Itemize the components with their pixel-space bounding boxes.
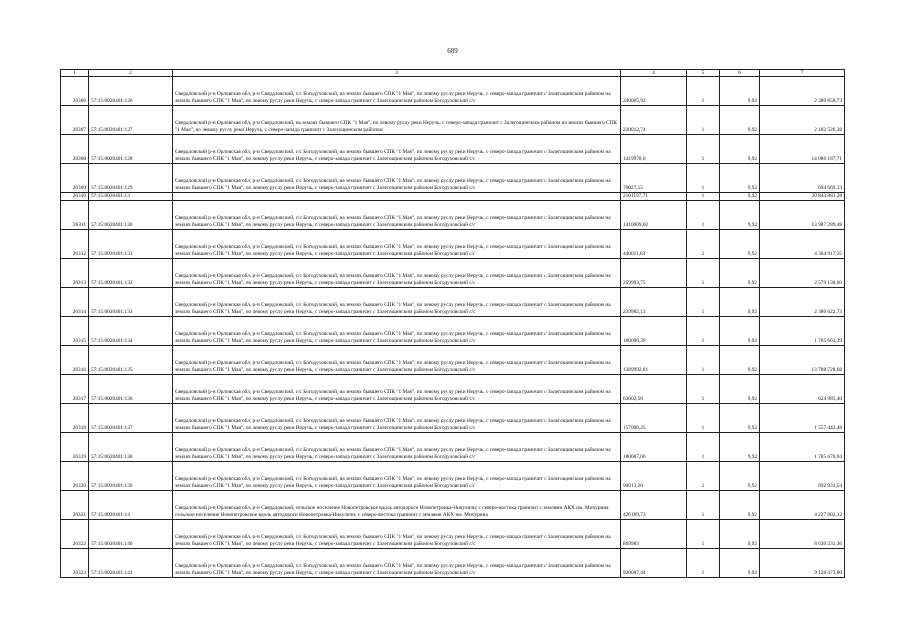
row-number-cell: 26315: [61, 317, 89, 346]
location-description-cell: Свердловский р-н Орловская обл, р-н Свердловский, с/с Богодуховский, на землях бывшего СПК "1 Мая", по левому руслу реки Неручь, с северо-запада граничит с Залегощинским районом на землях бывшего СПК "1 Мая", по левому руслу реки Неручь, с северо-запада граничит с Залегощинским районом Богодуховский с/с: [173, 288, 621, 317]
cadastral-number-cell: 57:15:0020401:131: [89, 230, 173, 259]
area-cell: 2101197,71: [621, 193, 687, 201]
location-description-cell: Свердловский р-н Орловская обл, р-н Свердловский, с/с Богодуховский, на землях бывшего СПК "1 Мая", по левому руслу реки Неручь, с северо-запада граничит с Залегощинским районом на землях бывшего СПК "1 Мая", по левому руслу реки Неручь, с северо-запада граничит с Залегощинским районом Богодуховский с/с: [173, 164, 621, 193]
cadastral-number-cell: 57:15:0020401:133: [89, 288, 173, 317]
area-cell: 440011,83: [621, 230, 687, 259]
cadastral-number-cell: 57:15:0020401:141: [89, 549, 173, 578]
location-description-cell: Свердловский р-н Орловская обл, р-н Свердловский, с/с Богодуховский, на землях бывшего СПК "1 Мая", по левому руслу реки Неручь, с северо-запада граничит с Залегощинским районом на землях бывшего СПК "1 Мая", по левому руслу реки Неручь, с северо-запада граничит с Залегощинским районом Богодуховский с/с: [173, 433, 621, 462]
area-cell: 240005,92: [621, 77, 687, 106]
row-number-cell: 26308: [61, 135, 89, 164]
cadastral-value-cell: 892 931,54: [760, 462, 845, 491]
area-cell: 1410009,02: [621, 201, 687, 230]
table-row: [61, 462, 845, 491]
area-cell: 1419978,6: [621, 135, 687, 164]
column-5-cell: 1: [687, 462, 720, 491]
cadastral-value-cell: 2 380 858,73: [760, 77, 845, 106]
row-number-cell: 26307: [61, 106, 89, 135]
location-description-cell: Свердловский р-н Орловская обл, р-н Свердловский, с/с Богодуховский, на землях бывшего СПК "1 Мая", по левому руслу реки Неручь, с северо-запада граничит с Залегощинским районом на землях бывшего СПК "1 Мая", по левому руслу реки Неручь, с северо-запада граничит с Залегощинским районом Богодуховский с/с: [173, 346, 621, 375]
area-cell: 220012,74: [621, 106, 687, 135]
cadastral-value-cell: 1 785 670,04: [760, 433, 845, 462]
cadastral-value-cell: 4 364 917,35: [760, 230, 845, 259]
cadastral-value-cell: 1 785 663,39: [760, 317, 845, 346]
table-row: [61, 433, 845, 462]
column-6-cell: 9,92: [720, 462, 760, 491]
cadastral-value-cell: 13 788 728,68: [760, 346, 845, 375]
header-cell: 5: [687, 70, 720, 77]
area-cell: 70027,15: [621, 164, 687, 193]
column-6-cell: 9,92: [720, 346, 760, 375]
table-row: [61, 375, 845, 404]
cadastral-number-cell: 57:15:0020401:132: [89, 259, 173, 288]
location-description-cell: Свердловский р-н Орловская обл, р-н Свердловский, с/с Богодуховский, на землях бывшего СПК "1 Мая", по левому руслу реки Неручь, с северо-запада граничит с Залегощинским районом на землях бывшего СПК "1 Мая", по левому руслу реки Неручь, с северо-запада граничит с Залегощинским районом Богодуховский с/с: [173, 520, 621, 549]
cadastral-number-cell: 57:15:0020401:128: [89, 135, 173, 164]
land-parcel-table: [60, 69, 845, 578]
table-row: [61, 193, 845, 201]
column-6-cell: 9,92: [720, 404, 760, 433]
row-number-cell: 26311: [61, 201, 89, 230]
column-5-cell: 1: [687, 317, 720, 346]
table-row: [61, 520, 845, 549]
row-number-cell: 26310: [61, 193, 89, 201]
column-5-cell: 1: [687, 346, 720, 375]
column-5-cell: 1: [687, 549, 720, 578]
column-6-cell: 9,92: [720, 520, 760, 549]
cadastral-number-cell: 57:15:0020401:140: [89, 520, 173, 549]
location-description-cell: [173, 193, 621, 201]
header-cell: 2: [89, 70, 173, 77]
row-number-cell: 26323: [61, 549, 89, 578]
row-number-cell: 26313: [61, 259, 89, 288]
column-6-cell: 9,92: [720, 164, 760, 193]
column-5-cell: 1: [687, 259, 720, 288]
table-row: [61, 230, 845, 259]
header-cell: 1: [61, 70, 89, 77]
location-description-cell: Свердловский р-н Орловская обл, р-н Свердловский, с/с Богодуховский, на землях бывшего СПК "1 Мая", по левому руслу реки Неручь, с северо-запада граничит с Залегощинским районом на землях бывшего СПК "1 Мая", по левому руслу реки Неручь, с северо-запада граничит с Залегощинским районом Богодуховский с/с: [173, 201, 621, 230]
column-6-cell: 9,92: [720, 106, 760, 135]
cadastral-value-cell: 14 086 187,71: [760, 135, 845, 164]
row-number-cell: 26321: [61, 491, 89, 520]
column-5-cell: 1: [687, 106, 720, 135]
cadastral-value-cell: 20 843 881,28: [760, 193, 845, 201]
row-number-cell: 26316: [61, 346, 89, 375]
column-5-cell: 1: [687, 77, 720, 106]
header-cell: 4: [621, 70, 687, 77]
cadastral-value-cell: 2 380 622,73: [760, 288, 845, 317]
table-row: [61, 164, 845, 193]
cadastral-value-cell: 4 227 802,12: [760, 491, 845, 520]
area-cell: 869983: [621, 520, 687, 549]
table-row: [61, 135, 845, 164]
column-6-cell: 9,92: [720, 491, 760, 520]
cadastral-number-cell: 57:15:0020401:134: [89, 317, 173, 346]
cadastral-value-cell: 694 669,33: [760, 164, 845, 193]
row-number-cell: 26318: [61, 404, 89, 433]
column-6-cell: 9,92: [720, 230, 760, 259]
column-5-cell: 1: [687, 193, 720, 201]
location-description-cell: Свердловский р-н Орловская обл, р-н Свердловский, с/с Богодуховский, на землях бывшего СПК "1 Мая", по левому руслу реки Неручь, с северо-запада граничит с Залегощинским районом на землях бывшего СПК "1 Мая", по левому руслу реки Неручь, с северо-запада граничит с Залегощинским районом Богодуховский с/с: [173, 230, 621, 259]
area-cell: 63002,56: [621, 375, 687, 404]
header-cell: 7: [760, 70, 845, 77]
cadastral-number-cell: 57:15:0020401:14: [89, 491, 173, 520]
location-description-cell: Свердловский р-н Орловская обл, р-н Свердловский, с/с Богодуховский, на землях бывшего СПК "1 Мая", по левому руслу реки Неручь, с северо-запада граничит с Залегощинским районом на землях бывшего СПК "1 Мая", по левому руслу реки Неручь, с северо-запада граничит с Залегощинским районом Богодуховский с/с: [173, 135, 621, 164]
cadastral-number-cell: 57:15:0020401:127: [89, 106, 173, 135]
row-number-cell: 26322: [61, 520, 89, 549]
cadastral-value-cell: 13 987 289,48: [760, 201, 845, 230]
table-header-row: [61, 70, 845, 77]
location-description-cell: Свердловский р-н Орловская обл, р-н Свердловский, с/с Богодуховский, на землях бывшего СПК "1 Мая", по левому руслу реки Неручь, с северо-запада граничит с Залегощинским районом на землях бывшего СПК "1 Мая", по левому руслу реки Неручь, с северо-запада граничит с Залегощинским районом Богодуховский с/с: [173, 549, 621, 578]
area-cell: 180007,06: [621, 433, 687, 462]
column-5-cell: 1: [687, 404, 720, 433]
table-row: [61, 106, 845, 135]
row-number-cell: 26319: [61, 433, 89, 462]
column-5-cell: 1: [687, 164, 720, 193]
cadastral-value-cell: 2 579 138,00: [760, 259, 845, 288]
column-5-cell: 1: [687, 520, 720, 549]
cadastral-number-cell: 57:15:0020401:126: [89, 77, 173, 106]
row-number-cell: 26312: [61, 230, 89, 259]
area-cell: 920007,44: [621, 549, 687, 578]
table-row: [61, 201, 845, 230]
cadastral-value-cell: 8 630 231,36: [760, 520, 845, 549]
column-6-cell: 9,92: [720, 135, 760, 164]
column-6-cell: 9,92: [720, 288, 760, 317]
area-cell: 259993,75: [621, 259, 687, 288]
table-row: [61, 288, 845, 317]
area-cell: 426189,73: [621, 491, 687, 520]
location-description-cell: Свердловский р-н Орловская обл, р-н Свердловский, на землях бывшего СПК "1 Мая", по левому руслу реки Неручь, с северо-запада граничит с Залегощинским районом на землях бывшего СПК "1 Мая", по левому руслу реки Неручь, с северо-запада граничит с Залегощинским районом: [173, 106, 621, 135]
column-6-cell: 9,92: [720, 433, 760, 462]
row-number-cell: 26317: [61, 375, 89, 404]
cadastral-number-cell: 57:15:0020401:130: [89, 201, 173, 230]
table-row: [61, 404, 845, 433]
location-description-cell: Свердловский р-н Орловская обл, р-н Свердловский, с/с Богодуховский, на землях бывшего СПК "1 Мая", по левому руслу реки Неручь, с северо-запада граничит с Залегощинским районом на землях бывшего СПК "1 Мая", по левому руслу реки Неручь, с северо-запада граничит с Залегощинским районом Богодуховский с/с: [173, 317, 621, 346]
cadastral-value-cell: 9 126 473,80: [760, 549, 845, 578]
row-number-cell: 26314: [61, 288, 89, 317]
column-5-cell: 1: [687, 433, 720, 462]
column-6-cell: 9,92: [720, 549, 760, 578]
column-6-cell: 9,92: [720, 317, 760, 346]
cadastral-number-cell: 57:15:0020401:139: [89, 462, 173, 491]
column-6-cell: 9,92: [720, 375, 760, 404]
location-description-cell: Свердловский р-н Орловская обл, р-н Свердловский, с/с Богодуховский, на землях бывшего СПК "1 Мая", по левому руслу реки Неручь, с северо-запада граничит с Залегощинским районом на землях бывшего СПК "1 Мая", по левому руслу реки Неручь, с северо-запада граничит с Залегощинским районом Богодуховский с/с: [173, 404, 621, 433]
location-description-cell: Свердловский р-н Орловская обл, р-н Свердловский, с/с Богодуховский, на землях бывшего СПК "1 Мая", по левому руслу реки Неручь, с северо-запада граничит с Залегощинским районом на землях бывшего СПК "1 Мая", по левому руслу реки Неручь, с северо-запада граничит с Залегощинским районом Богодуховский с/с: [173, 462, 621, 491]
area-cell: 157000,25: [621, 404, 687, 433]
cadastral-value-cell: 1 557 442,48: [760, 404, 845, 433]
cadastral-value-cell: 624 985,40: [760, 375, 845, 404]
column-5-cell: 1: [687, 375, 720, 404]
header-cell: 3: [173, 70, 621, 77]
column-6-cell: 9,92: [720, 201, 760, 230]
column-5-cell: 1: [687, 201, 720, 230]
table-row: [61, 317, 845, 346]
row-number-cell: 26309: [61, 164, 89, 193]
table-row: [61, 77, 845, 106]
column-6-cell: 9,92: [720, 259, 760, 288]
location-description-cell: Свердловский р-н Орловская обл, р-н Свердловский, с/с Богодуховский, на землях бывшего СПК "1 Мая", по левому руслу реки Неручь, с северо-запада граничит с Залегощинским районом на землях бывшего СПК "1 Мая", по левому руслу реки Неручь, с северо-запада граничит с Залегощинским районом Богодуховский с/с: [173, 259, 621, 288]
page-number: 689: [447, 47, 458, 55]
row-number-cell: 26306: [61, 77, 89, 106]
area-cell: 180006,39: [621, 317, 687, 346]
cadastral-number-cell: 57:15:0020401:138: [89, 433, 173, 462]
area-cell: 239982,13: [621, 288, 687, 317]
cadastral-number-cell: 57:15:0020401:137: [89, 404, 173, 433]
table-row: [61, 491, 845, 520]
cadastral-number-cell: 57:15:0020401:129: [89, 164, 173, 193]
cadastral-number-cell: 57:15:0020401:135: [89, 346, 173, 375]
cadastral-number-cell: 57:15:0020401:136: [89, 375, 173, 404]
cadastral-value-cell: 2 182 526,38: [760, 106, 845, 135]
header-cell: 6: [720, 70, 760, 77]
cadastral-number-cell: 57:15:0020401:13: [89, 193, 173, 201]
column-6-cell: 9,92: [720, 77, 760, 106]
column-6-cell: 9,92: [720, 193, 760, 201]
column-5-cell: 1: [687, 230, 720, 259]
column-5-cell: 1: [687, 288, 720, 317]
table-body: [61, 70, 845, 578]
table-row: [61, 346, 845, 375]
table-row: [61, 549, 845, 578]
location-description-cell: Свердловский р-н Орловская обл, р-н Свердловский, с/с Богодуховский, на землях бывшего СПК "1 Мая", по левому руслу реки Неручь, с северо-запада граничит с Залегощинским районом на землях бывшего СПК "1 Мая", по левому руслу реки Неручь, с северо-запада граничит с Залегощинским районом Богодуховский с/с: [173, 375, 621, 404]
area-cell: 90013,26: [621, 462, 687, 491]
location-description-cell: Свердловский р-н Орловская обл, р-н Свердловский, с/с Богодуховский, на землях бывшего СПК "1 Мая", по левому руслу реки Неручь, с северо-запада граничит с Залегощинским районом на землях бывшего СПК "1 Мая", по левому руслу реки Неручь, с северо-запада граничит с Залегощинским районом Богодуховский с/с: [173, 77, 621, 106]
row-number-cell: 26320: [61, 462, 89, 491]
area-cell: 1389992,81: [621, 346, 687, 375]
table-row: [61, 259, 845, 288]
column-5-cell: 1: [687, 135, 720, 164]
location-description-cell: Свердловский р-н Орловская обл, р-н Свердловский, сельское поселение Новопетровское вдоль автодороги Новопетровка-Никуличи; с северо-востока граничит с землями АКХ им. Мичурина сельское поселение Новопетровское вдоль автодороги Новопетровка-Никуличи; с северо-востока граничит с землями АКХ им. Мичурина: [173, 491, 621, 520]
column-5-cell: 1: [687, 491, 720, 520]
